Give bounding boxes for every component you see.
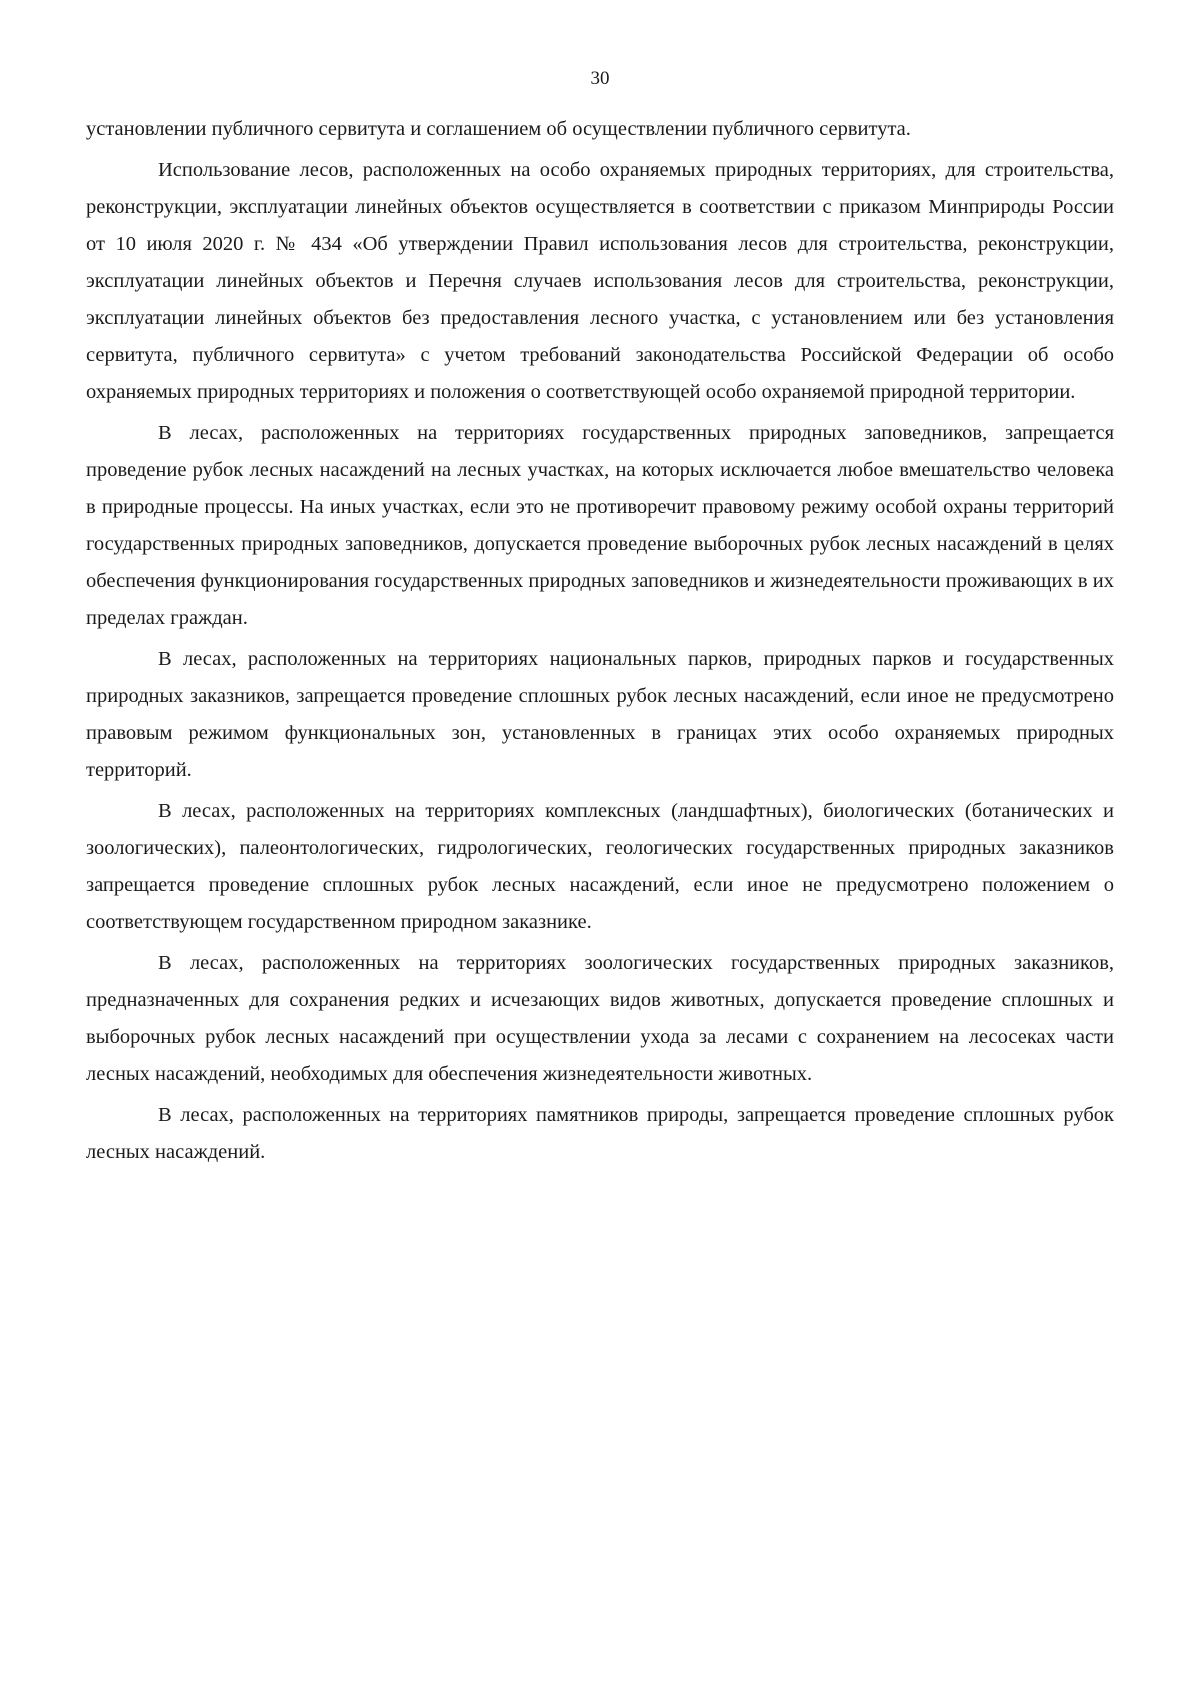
paragraph-complex-sanctuaries: В лесах, расположенных на территориях комплексных (ландшафтных), биологических (ботанических и зоологических), палеонтологических, гидрологических, геологических государственных природных заказников запрещается проведение сплошных рубок лесных насаждений, если иное не предусмотрено положением о соответствующем государственном природном заказнике.	[86, 800, 1114, 933]
paragraph-continuation: установлении публичного сервитута и соглашением об осуществлении публичного сервитута.	[86, 118, 911, 140]
paragraph-natural-monuments: В лесах, расположенных на территориях памятников природы, запрещается проведение сплошных рубок лесных насаждений.	[86, 1104, 1114, 1163]
paragraph-national-parks: В лесах, расположенных на территориях национальных парков, природных парков и государственных природных заказников, запрещается проведение сплошных рубок лесных насаждений, если иное не предусмотрено правовым режимом функциональных зон, установленных в границах этих особо охраняемых природных территорий.	[86, 648, 1114, 781]
paragraph-zoological-sanctuaries: В лесах, расположенных на территориях зоологических государственных природных заказников, предназначенных для сохранения редких и исчезающих видов животных, допускается проведение сплошных и выборочных рубок лесных насаждений при осуществлении ухода за лесами с сохранением на лесосеках части лесных насаждений, необходимых для обеспечения жизнедеятельности животных.	[86, 952, 1114, 1085]
document-body	[86, 111, 1114, 1175]
page-number: 30	[590, 68, 610, 89]
paragraph-nature-reserves: В лесах, расположенных на территориях государственных природных заповедников, запрещается проведение рубок лесных насаждений на лесных участках, на которых исключается любое вмешательство человека в природные процессы. На иных участках, если это не противоречит правовому режиму особой охраны территорий государственных природных заповедников, допускается проведение выборочных рубок лесных насаждений в целях обеспечения функционирования государственных природных заповедников и жизнедеятельности проживающих в их пределах граждан.	[86, 422, 1114, 629]
paragraph-linear-objects: Использование лесов, расположенных на особо охраняемых природных территориях, для строительства, реконструкции, эксплуатации линейных объектов осуществляется в соответствии с приказом Минприроды России от 10 июля 2020 г. № 434 «Об утверждении Правил использования лесов для строительства, реконструкции, эксплуатации линейных объектов и Перечня случаев использования лесов для строительства, реконструкции, эксплуатации линейных объектов без предоставления лесного участка, с установлением или без установления сервитута, публичного сервитута» с учетом требований законодательства Российской Федерации об особо охраняемых природных территориях и положения о соответствующей особо охраняемой природной территории.	[86, 159, 1114, 403]
